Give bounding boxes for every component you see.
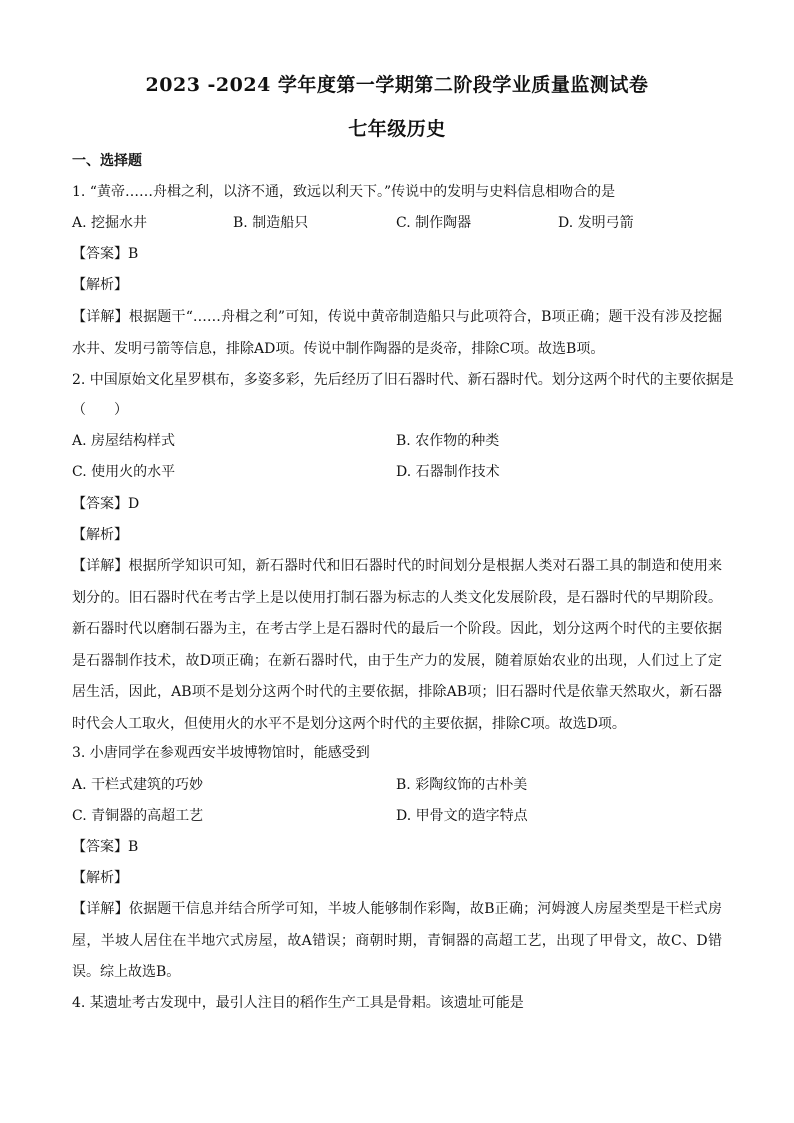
question-3-answer: 【答案】B: [72, 839, 139, 855]
question-2-answer: 【答案】D: [72, 496, 140, 512]
question-2-option-a: A. 房屋结构样式: [72, 433, 176, 449]
question-3-detail: 【详解】依据题干信息并结合所学可知，半坡人能够制作彩陶，故B正确；河姆渡人房屋类型是干栏式房屋，半坡人居住在半地穴式房屋，故A错误；商朝时期，青铜器的高超工艺，出现了甲骨文，故C、D错误。综上故选B。: [72, 901, 722, 980]
question-3-option-a: A. 干栏式建筑的巧妙: [72, 777, 204, 793]
question-4-stem: 4. 某遗址考古发现中，最引人注目的稻作生产工具是骨耜。该遗址可能是: [72, 995, 524, 1011]
question-1-answer: 【答案】B: [72, 246, 139, 262]
question-2-analysis-label: 【解析】: [72, 527, 128, 543]
question-1-option-a: A. 挖掘水井: [72, 215, 148, 231]
question-3-option-d: D. 甲骨文的造字特点: [396, 808, 528, 824]
question-3-stem: 3. 小唐同学在参观西安半坡博物馆时，能感受到: [72, 745, 370, 761]
question-1-detail: 【详解】根据题干“……舟楫之利”可知，传说中黄帝制造船只与此项符合，B项正确；题干没有涉及挖掘水井、发明弓箭等信息，排除AD项。传说中制作陶器的是炎帝，排除C项。故选B项。: [72, 309, 722, 357]
question-2-option-d: D. 石器制作技术: [396, 464, 500, 480]
question-1-option-c: C. 制作陶器: [396, 215, 472, 231]
question-1-option-b: B. 制造船只: [233, 215, 309, 231]
question-2-option-b: B. 农作物的种类: [396, 433, 500, 449]
question-3-option-b: B. 彩陶纹饰的古朴美: [396, 777, 528, 793]
question-3-option-c: C. 青铜器的高超工艺: [72, 808, 204, 824]
page-subtitle: 七年级历史: [348, 118, 446, 140]
question-3-analysis-label: 【解析】: [72, 870, 128, 886]
question-2-option-c: C. 使用火的水平: [72, 464, 176, 480]
question-2-detail: 【详解】根据所学知识可知，新石器时代和旧石器时代的时间划分是根据人类对石器工具的制造和使用来划分的。旧石器时代在考古学上是以使用打制石器为标志的人类文化发展阶段，是石器时代的早期阶段。新石器时代以磨制石器为主，在考古学上是石器时代的最后一个阶段。因此，划分这两个时代的主要依据是石器制作技术，故D项正确；在新石器时代，由于生产力的发展，随着原始农业的出现，人们过上了定居生活，因此，AB项不是划分这两个时代的主要依据，排除AB项；旧石器时代是依靠天然取火，新石器时代会人工取火，但使用火的水平不是划分这两个时代的主要依据，排除C项。故选D项。: [72, 558, 722, 732]
question-2-stem: 2. 中国原始文化星罗棋布，多姿多彩，先后经历了旧石器时代、新石器时代。划分这两个时代的主要依据是: [72, 372, 734, 388]
question-2-blank: （ ）: [72, 402, 128, 418]
question-1-stem: 1. “黄帝……舟楫之利，以济不通，致远以利天下。”传说中的发明与史料信息相吻合的是: [72, 184, 616, 200]
question-1-analysis-label: 【解析】: [72, 277, 128, 293]
question-1-option-d: D. 发明弓箭: [558, 215, 634, 231]
section-heading: 一、选择题: [72, 153, 142, 169]
page-title: 2023 -2024 学年度第一学期第二阶段学业质量监测试卷: [145, 74, 649, 96]
